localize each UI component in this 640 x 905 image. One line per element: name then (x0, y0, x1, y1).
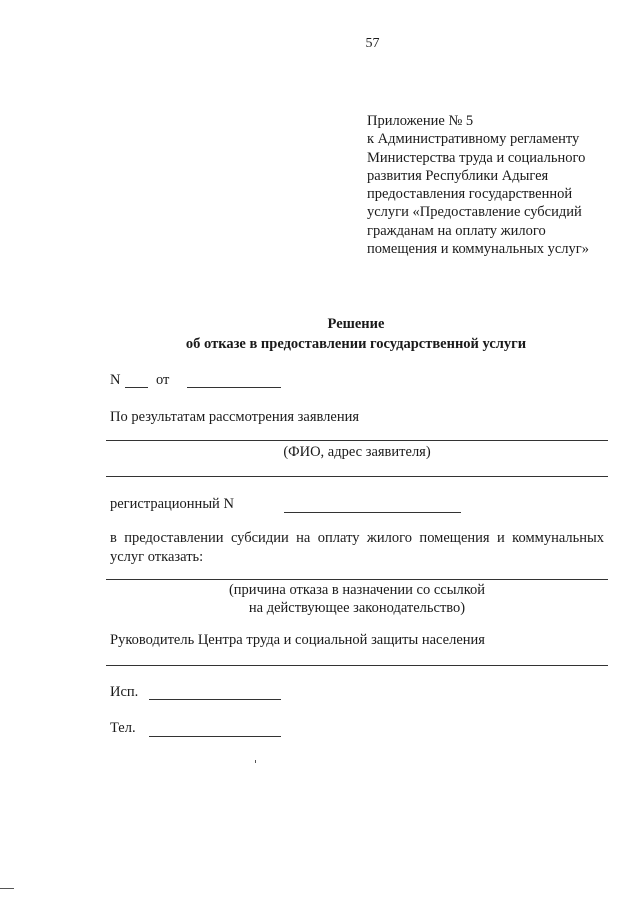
page-number: 57 (365, 36, 380, 51)
title-line-2: об отказе в предоставлении государственной услуги (185, 336, 527, 352)
review-text: По результатам рассмотрения заявления (110, 409, 360, 425)
reason-caption (106, 581, 608, 617)
head-text: Руководитель Центра труда и социальной защиты населения (110, 632, 485, 648)
appendix-line: услуги «Предоставление субсидий (367, 204, 582, 221)
executor-label: Исп. (110, 684, 139, 700)
applicant-field-line-2[interactable] (106, 476, 608, 477)
registration-field-line[interactable] (284, 512, 461, 513)
appendix-line: помещения и коммунальных услуг» (367, 241, 589, 258)
number-field-line[interactable] (125, 387, 148, 388)
phone-field-line[interactable] (149, 736, 281, 737)
appendix-line: развития Республики Адыгея (367, 167, 549, 184)
document-title (0, 314, 640, 354)
reason-caption-line-1: (причина отказа в назначении со ссылкой (228, 582, 486, 598)
scan-dot (255, 760, 256, 763)
appendix-line: предоставления государственной (367, 186, 573, 203)
executor-field-line[interactable] (149, 699, 281, 700)
decision-text-line-2: услуг отказать: (110, 549, 204, 565)
phone-label: Тел. (110, 720, 136, 736)
applicant-caption: (ФИО, адрес заявителя) (283, 444, 431, 460)
reason-caption-line-2: на действующее законодательство) (248, 600, 466, 616)
applicant-field-line[interactable] (106, 440, 608, 441)
number-label: N (110, 372, 121, 388)
appendix-line: гражданам на оплату жилого (367, 222, 546, 239)
appendix-block (367, 112, 589, 258)
head-signature-line[interactable] (106, 665, 608, 666)
decision-text-line-1: в предоставлении субсидии на оплату жилого помещения и коммунальных (110, 530, 604, 546)
date-label: от (156, 372, 170, 388)
appendix-line: Приложение № 5 (367, 113, 474, 129)
appendix-line: к Административному регламенту (367, 131, 580, 148)
date-field-line[interactable] (187, 387, 281, 388)
title-line-1: Решение (327, 316, 385, 332)
registration-label: регистрационный N (110, 496, 234, 512)
scan-edge-mark (0, 888, 14, 889)
reason-field-line[interactable] (106, 579, 608, 580)
appendix-line: Министерства труда и социального (367, 149, 586, 166)
